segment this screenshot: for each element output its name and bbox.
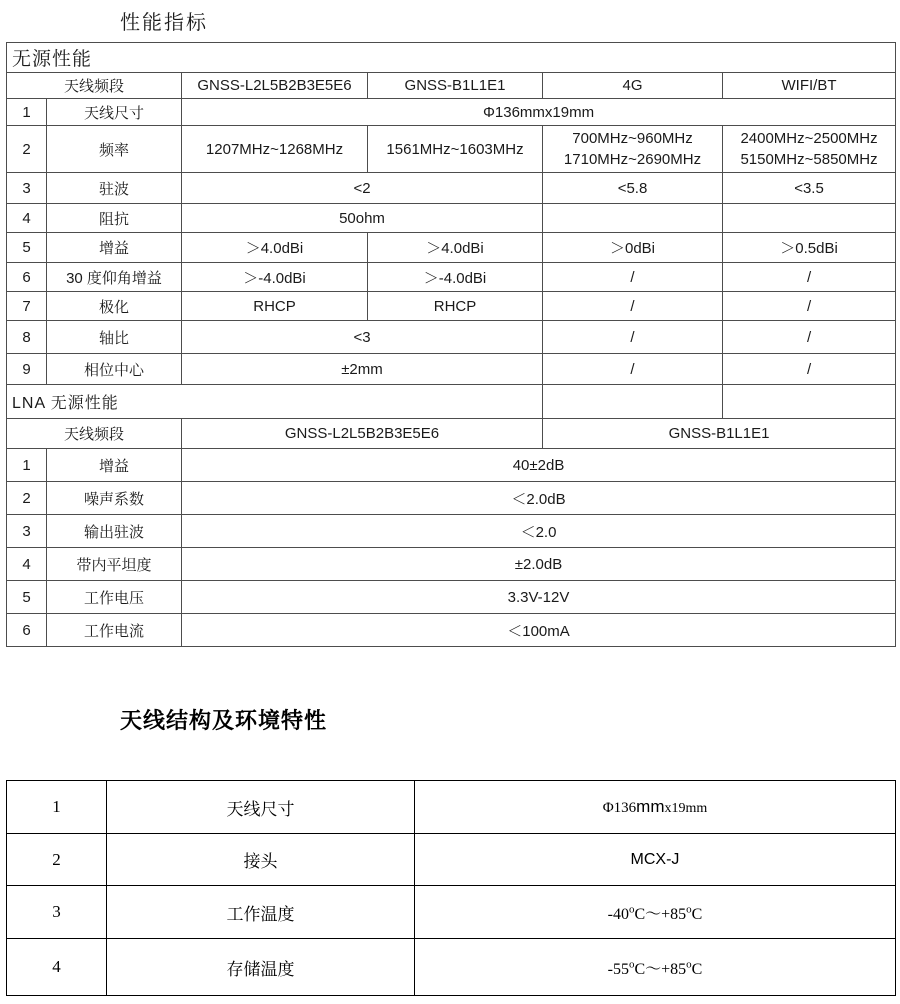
band-gnss2-cell: GNSS-B1L1E1 (368, 73, 543, 99)
spec-label-cell: 轴比 (47, 321, 182, 354)
degree-superscript: o (628, 903, 635, 916)
table-row (7, 354, 896, 385)
size-segment: mm (685, 801, 708, 816)
temp-segment: -40 (607, 905, 629, 923)
band-label-cell: 天线频段 (7, 419, 182, 449)
size-segment: Φ136 (602, 800, 637, 816)
table-row (7, 263, 896, 292)
spec-label-cell: 工作电流 (47, 614, 182, 647)
row-number-cell: 3 (7, 173, 47, 204)
size-segment: mm (636, 797, 665, 816)
freq-line: 1710MHz~2690MHz (563, 151, 702, 168)
degree-superscript: o (628, 958, 635, 971)
spec-label-cell: 增益 (47, 233, 182, 263)
spec-value-cell: MCX-J (415, 834, 896, 886)
spec-value-cell: / (723, 292, 896, 321)
spec-value-cell: <5.8 (543, 173, 723, 204)
spec-label-cell: 天线尺寸 (47, 99, 182, 126)
spec-value-cell (723, 126, 896, 173)
spec-value-cell (543, 126, 723, 173)
table-row (7, 614, 896, 647)
passive-performance-table (6, 42, 896, 647)
table-row (7, 99, 896, 126)
spec-label-cell: 工作温度 (107, 886, 415, 939)
table-row (7, 834, 896, 886)
spec-label-cell: 噪声系数 (47, 482, 182, 515)
table-row (7, 233, 896, 263)
table-row (7, 126, 896, 173)
band-gnss1-cell: GNSS-L2L5B2B3E5E6 (182, 419, 543, 449)
table-row (7, 781, 896, 834)
degree-superscript: o (686, 958, 692, 971)
structure-environment-table (6, 780, 896, 996)
band-header-row (7, 73, 896, 99)
table-row (7, 482, 896, 515)
row-number-cell: 6 (7, 263, 47, 292)
spec-label-cell: 存储温度 (107, 939, 415, 996)
table-row (7, 449, 896, 482)
spec-value-cell: ＜2.0 (182, 515, 896, 548)
table-row (7, 581, 896, 614)
spec-label-cell: 驻波 (47, 173, 182, 204)
band-gnss1-cell: GNSS-L2L5B2B3E5E6 (182, 73, 368, 99)
temp-segment: C～+85 (634, 905, 687, 923)
row-number-cell: 1 (7, 449, 47, 482)
row-number-cell: 2 (7, 834, 107, 886)
spec-value-cell: 50ohm (182, 204, 543, 233)
spec-label-cell: 输出驻波 (47, 515, 182, 548)
spec-value-cell (723, 204, 896, 233)
spec-value-cell (543, 204, 723, 233)
freq-line: 5150MHz~5850MHz (740, 151, 878, 168)
row-number-cell: 1 (7, 99, 47, 126)
spec-value-cell: 3.3V-12V (182, 581, 896, 614)
spec-value-cell: / (723, 354, 896, 385)
spec-value-cell: ±2.0dB (182, 548, 896, 581)
spec-value-cell: ＞0dBi (543, 233, 723, 263)
row-number-cell: 3 (7, 886, 107, 939)
spec-label-cell: 工作电压 (47, 581, 182, 614)
table-row (7, 548, 896, 581)
row-number-cell: 4 (7, 204, 47, 233)
spec-value-cell: / (543, 321, 723, 354)
empty-cell (543, 385, 723, 419)
spec-value-cell: ＜100mA (182, 614, 896, 647)
freq-line: 700MHz~960MHz (572, 130, 693, 147)
row-number-cell: 4 (7, 548, 47, 581)
spec-value-cell: <2 (182, 173, 543, 204)
spec-value-cell: ＞4.0dBi (182, 233, 368, 263)
freq-line: 2400MHz~2500MHz (740, 130, 878, 147)
spec-label-cell: 频率 (47, 126, 182, 173)
spec-value-cell: ＞4.0dBi (368, 233, 543, 263)
row-number-cell: 8 (7, 321, 47, 354)
spec-value-cell: <3 (182, 321, 543, 354)
spec-value-cell: ＞-4.0dBi (182, 263, 368, 292)
spec-label-cell: 接头 (107, 834, 415, 886)
spec-value-cell: / (723, 263, 896, 292)
spec-value-cell (415, 939, 896, 996)
spec-label-cell: 极化 (47, 292, 182, 321)
spec-value-cell: ＞0.5dBi (723, 233, 896, 263)
row-number-cell: 4 (7, 939, 107, 996)
spec-label-cell: 天线尺寸 (107, 781, 415, 834)
band-gnss2-cell: GNSS-B1L1E1 (543, 419, 896, 449)
table-row (7, 886, 896, 939)
band-label-cell: 天线频段 (7, 73, 182, 99)
band-4g-cell: 4G (543, 73, 723, 99)
spec-value-cell: / (543, 263, 723, 292)
spec-value-cell: ＞-4.0dBi (368, 263, 543, 292)
band-wifi-cell: WIFI/BT (723, 73, 896, 99)
spec-label-cell: 相位中心 (47, 354, 182, 385)
spec-value-cell: / (543, 292, 723, 321)
size-segment: x19 (664, 801, 686, 816)
page-title-structure: 天线结构及环境特性 (120, 708, 328, 733)
spec-value-cell: ±2mm (182, 354, 543, 385)
temp-segment: C～+85 (634, 960, 687, 978)
spec-value-cell: 1207MHz~1268MHz (182, 126, 368, 173)
section-header-lna: LNA 无源性能 (7, 385, 543, 419)
spec-value-cell: <3.5 (723, 173, 896, 204)
lna-band-header-row (7, 419, 896, 449)
row-number-cell: 6 (7, 614, 47, 647)
spec-label-cell: 带内平坦度 (47, 548, 182, 581)
row-number-cell: 7 (7, 292, 47, 321)
temp-segment: C (691, 960, 703, 978)
row-number-cell: 2 (7, 126, 47, 173)
row-number-cell: 9 (7, 354, 47, 385)
spec-value-cell: / (723, 321, 896, 354)
row-number-cell: 5 (7, 581, 47, 614)
spec-label-cell: 阻抗 (47, 204, 182, 233)
spec-value-cell (415, 781, 896, 834)
lna-section-row (7, 385, 896, 419)
spec-value-cell: ＜2.0dB (182, 482, 896, 515)
spec-label-cell: 30 度仰角增益 (47, 263, 182, 292)
spec-label-cell: 增益 (47, 449, 182, 482)
table-row (7, 939, 896, 996)
table-row (7, 204, 896, 233)
table-row (7, 321, 896, 354)
spec-value-cell: 40±2dB (182, 449, 896, 482)
empty-cell (723, 385, 896, 419)
spec-value-cell: Φ136mmx19mm (182, 99, 896, 126)
temp-segment: C (691, 905, 703, 923)
section-header-passive: 无源性能 (7, 43, 896, 73)
table-row (7, 292, 896, 321)
spec-value-cell (415, 886, 896, 939)
table-row (7, 173, 896, 204)
degree-superscript: o (686, 903, 692, 916)
spec-value-cell: 1561MHz~1603MHz (368, 126, 543, 173)
row-number-cell: 2 (7, 482, 47, 515)
temp-segment: -55 (607, 960, 629, 978)
spec-value-cell: RHCP (182, 292, 368, 321)
section-row (7, 43, 896, 73)
table-row (7, 515, 896, 548)
spec-value-cell: RHCP (368, 292, 543, 321)
page-title-performance: 性能指标 (120, 12, 208, 34)
spec-value-cell: / (543, 354, 723, 385)
row-number-cell: 5 (7, 233, 47, 263)
row-number-cell: 3 (7, 515, 47, 548)
row-number-cell: 1 (7, 781, 107, 834)
